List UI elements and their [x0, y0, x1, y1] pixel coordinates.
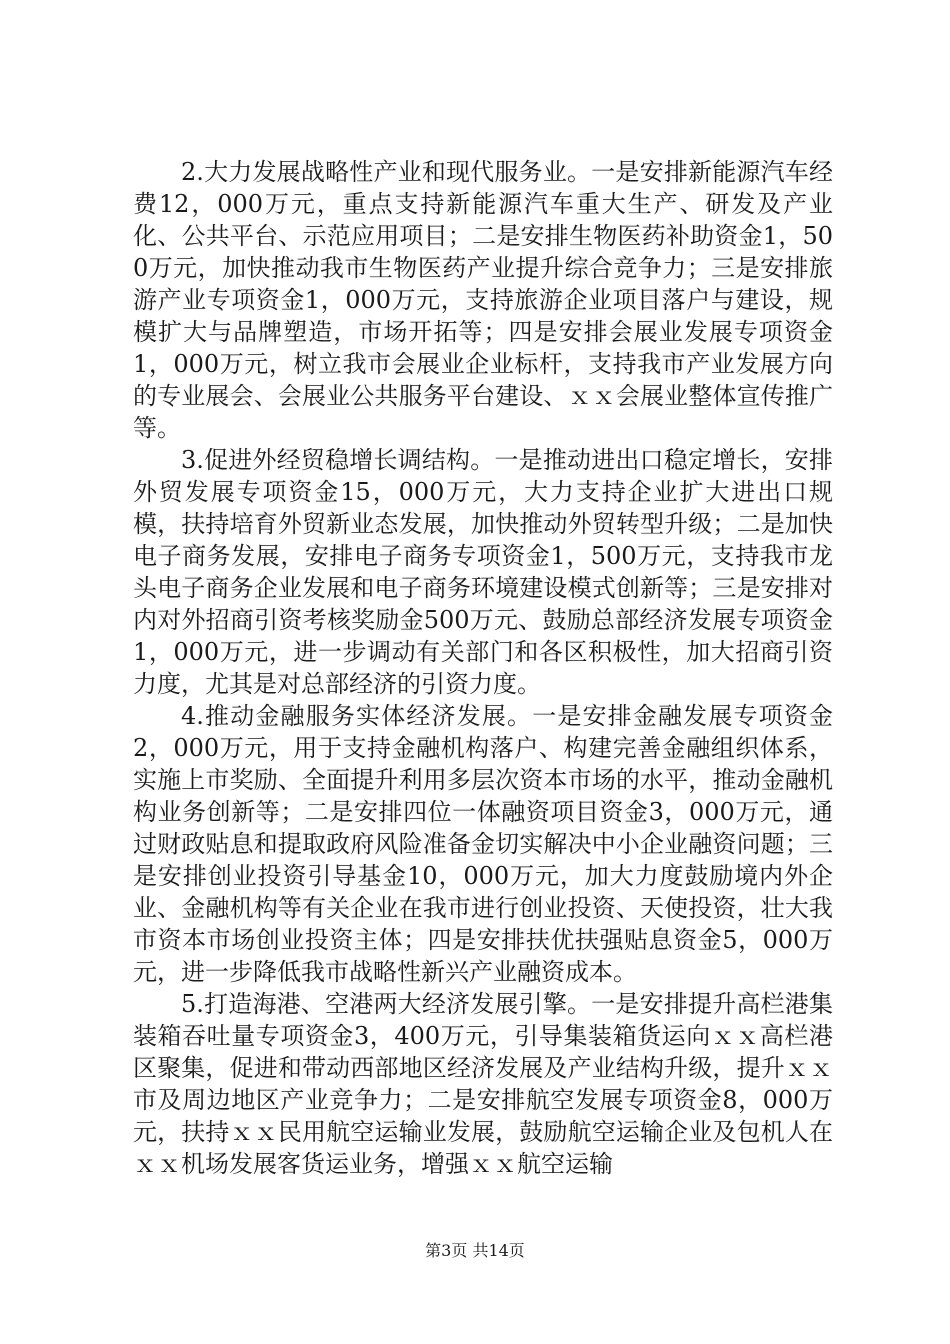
page-number-footer: 第3页 共14页: [425, 1241, 525, 1260]
paragraph-strategic-industries: 2.大力发展战略性产业和现代服务业。一是安排新能源汽车经费12，000万元，重点支持新能源汽车重大生产、研发及产业化、公共平台、示范应用项目；二是安排生物医药补助资金1，500万元，加快推动我市生物医药产业提升综合竞争力；三是安排旅游产业专项资金1，000万元，支持旅游企业项目落户与建设，规模扩大与品牌塑造，市场开拓等；四是安排会展业发展专项资金1，000万元，树立我市会展业企业标杆，支持我市产业发展方向的专业展会、会展业公共服务平台建设、ｘｘ会展业整体宣传推广等。: [133, 158, 833, 442]
paragraph-financial-services: 4.推动金融服务实体经济发展。一是安排金融发展专项资金2，000万元，用于支持金融机构落户、构建完善金融组织体系，实施上市奖励、全面提升利用多层次资本市场的水平，推动金融机构业务创新等；二是安排四位一体融资项目资金3，000万元，通过财政贴息和提取政府风险准备金切实解决中小企业融资问题；三是安排创业投资引导基金10，000万元，加大力度鼓励境内外企业、金融机构等有关企业在我市进行创业投资、天使投资，壮大我市资本市场创业投资主体；四是安排扶优扶强贴息资金5，000万元，进一步降低我市战略性新兴产业融资成本。: [133, 702, 833, 986]
document-body: [133, 156, 833, 1180]
paragraph-foreign-trade: 3.促进外经贸稳增长调结构。一是推动进出口稳定增长，安排外贸发展专项资金15，000万元，大力支持企业扩大进出口规模，扶持培育外贸新业态发展，加快推动外贸转型升级；二是加快电子商务发展，安排电子商务专项资金1，500万元，支持我市龙头电子商务企业发展和电子商务环境建设模式创新等；三是安排对内对外招商引资考核奖励金500万元、鼓励总部经济发展专项资金1，000万元，进一步调动有关部门和各区积极性，加大招商引资力度，尤其是对总部经济的引资力度。: [133, 446, 833, 698]
paragraph-seaport-airport: 5.打造海港、空港两大经济发展引擎。一是安排提升高栏港集装箱吞吐量专项资金3，400万元，引导集装箱货运向ｘｘ高栏港区聚集，促进和带动西部地区经济发展及产业结构升级，提升ｘｘ市及周边地区产业竞争力；二是安排航空发展专项资金8，000万元，扶持ｘｘ民用航空运输业发展，鼓励航空运输企业及包机人在ｘｘ机场发展客货运业务，增强ｘｘ航空运输: [133, 990, 833, 1178]
